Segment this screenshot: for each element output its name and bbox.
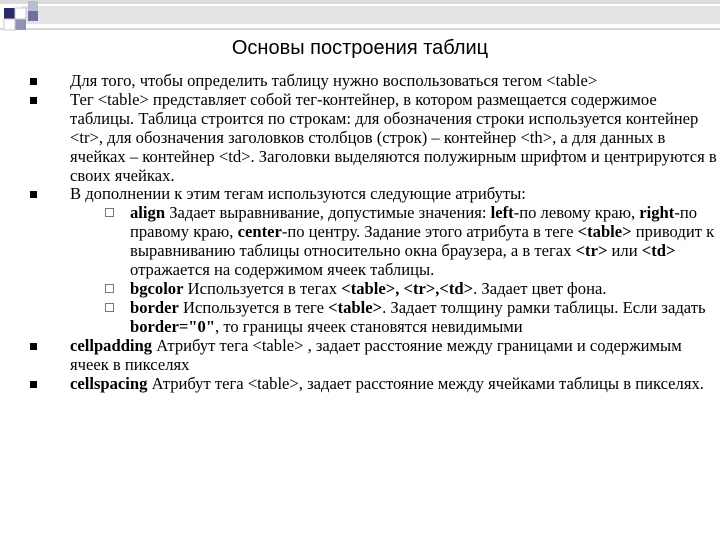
- bullet-item: [30, 375, 720, 394]
- bullet-item: [30, 72, 720, 91]
- checkbox-bullet-icon: [105, 284, 114, 293]
- sub-item-align: align Задает выравнивание, допустимые значения: left-по левому краю, right-по правому краю, center-по центру. Задание этого атрибута в теге <table> приводит к выравниванию таблицы относительно окна браузера, а в тегах <tr> или <td> отражается на содержимом ячеек таблицы.: [30, 204, 720, 280]
- attr-term: border: [130, 297, 179, 317]
- slide-title: Основы построения таблиц: [231, 37, 489, 59]
- attr-term: align: [130, 203, 166, 223]
- slide-content: [30, 72, 720, 393]
- square-bullet-icon: [30, 381, 37, 388]
- square-bullet-icon: [30, 78, 37, 85]
- sub-item-border: border Используется в теге <table>. Задает толщину рамки таблицы. Если задать border="0", то границы ячеек становятся невидимыми: [30, 299, 720, 337]
- bullet-text: Тег <table> представляет собой тег-контейнер, в котором размещается содержимое таблицы. Таблица строится по строкам: для обозначения строки используется контейнер <tr>, для обозначения заголовков столбцов (строк) – контейнер <th>, а для данных в ячейках – контейнер <td>. Заголовки выделяются полужирным шрифтом и центрируются в своих ячейках.: [70, 89, 717, 185]
- checkbox-bullet-icon: [105, 303, 114, 312]
- checkbox-bullet-icon: [105, 208, 114, 217]
- bullet-text: Для того, чтобы определить таблицу нужно воспользоваться тегом <table>: [70, 71, 598, 90]
- square-bullet-icon: [30, 97, 37, 104]
- square-bullet-icon: [30, 343, 37, 350]
- attr-term: cellspacing: [70, 373, 148, 393]
- square-bullet-icon: [30, 191, 37, 198]
- bullet-item: [30, 337, 720, 375]
- bullet-item: [30, 91, 720, 186]
- bullet-text: Атрибут тега <table> , задает расстояние между границами и содержимым ячеек в пикселях: [70, 335, 682, 374]
- bullet-item: [30, 185, 720, 204]
- attr-term: cellpadding: [70, 335, 153, 355]
- bullet-text: Атрибут тега <table>, задает расстояние между ячейками таблицы в пикселях.: [147, 373, 704, 393]
- attr-term: bgcolor: [130, 278, 184, 298]
- bullet-text: В дополнении к этим тегам используются следующие атрибуты:: [70, 184, 526, 204]
- sub-item-bgcolor: bgcolor Используется в тегах <table>, <tr>,<td>. Задает цвет фона.: [30, 280, 720, 299]
